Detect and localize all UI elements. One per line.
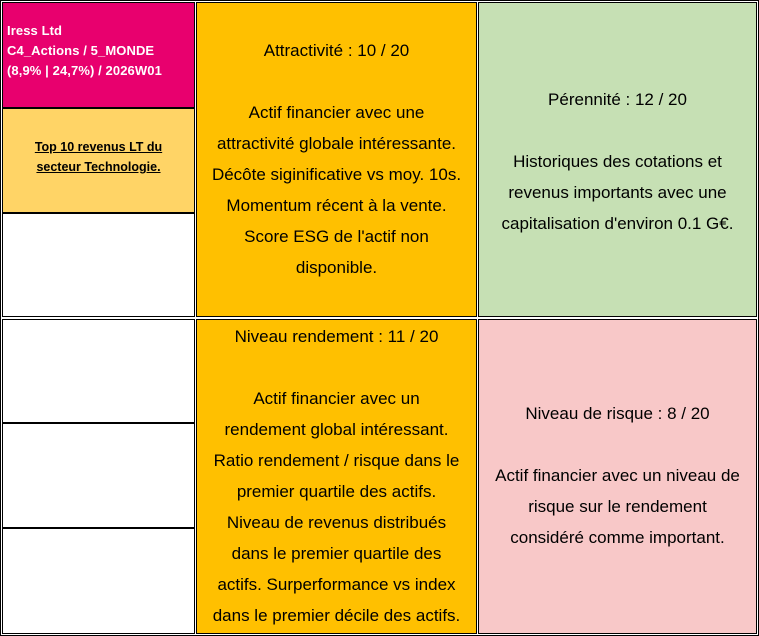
risque-line: risque sur le rendement — [528, 497, 707, 516]
asset-header — [3, 3, 194, 81]
rendement-line: Ratio rendement / risque dans le — [213, 451, 460, 470]
perennite-title: Pérennité : 12 / 20 — [548, 90, 687, 109]
attractivite-line: disponible. — [295, 258, 378, 277]
perennite-panel — [478, 2, 757, 317]
risque-panel — [478, 319, 757, 634]
risque-title: Niveau de risque : 8 / 20 — [525, 404, 710, 423]
rendement-line: rendement global intéressant. — [224, 420, 449, 439]
empty-cell — [2, 423, 195, 528]
rendement-line: premier quartile des actifs. — [236, 482, 437, 501]
attractivite-line: Score ESG de l'actif non — [244, 227, 429, 246]
ranking-badge-line-1: Top 10 revenus LT du — [34, 140, 163, 154]
ranking-badge-cell — [2, 108, 195, 213]
empty-cell — [2, 319, 195, 423]
empty-cell — [2, 213, 195, 317]
rendement-title: Niveau rendement : 11 / 20 — [234, 327, 439, 346]
risque-line: considéré comme important. — [510, 528, 725, 547]
attractivite-line: Actif financier avec une — [248, 103, 425, 122]
asset-stats: (8,9% | 24,7%) / 2026W01 — [7, 63, 162, 78]
asset-category: C4_Actions / 5_MONDE — [7, 43, 155, 58]
rendement-line: actifs. Surperformance vs index — [217, 575, 456, 594]
risque-line: Actif financier avec un niveau de — [495, 466, 740, 485]
attractivite-line: Décôte siginificative vs moy. 10s. — [211, 165, 462, 184]
rendement-line: Actif financier avec un — [253, 389, 420, 408]
perennite-line: Historiques des cotations et — [513, 152, 722, 171]
perennite-line: capitalisation d'environ 0.1 G€. — [501, 214, 734, 233]
asset-header-cell — [2, 2, 195, 108]
ranking-badge — [3, 109, 194, 177]
rendement-line: dans le premier quartile des — [231, 544, 442, 563]
attractivite-line: attractivité globale intéressante. — [216, 134, 457, 153]
attractivite-title: Attractivité : 10 / 20 — [263, 41, 410, 60]
rendement-line: dans le premier décile des actifs. — [212, 606, 461, 625]
rendement-panel — [196, 319, 477, 634]
perennite-line: revenus importants avec une — [508, 183, 727, 202]
ranking-badge-line-2: secteur Technologie. — [36, 160, 161, 174]
rendement-line: Niveau de revenus distribués — [226, 513, 447, 532]
attractivite-line: Momentum récent à la vente. — [226, 196, 447, 215]
company-name: Iress Ltd — [7, 23, 63, 38]
empty-cell — [2, 528, 195, 634]
attractivite-panel — [196, 2, 477, 317]
